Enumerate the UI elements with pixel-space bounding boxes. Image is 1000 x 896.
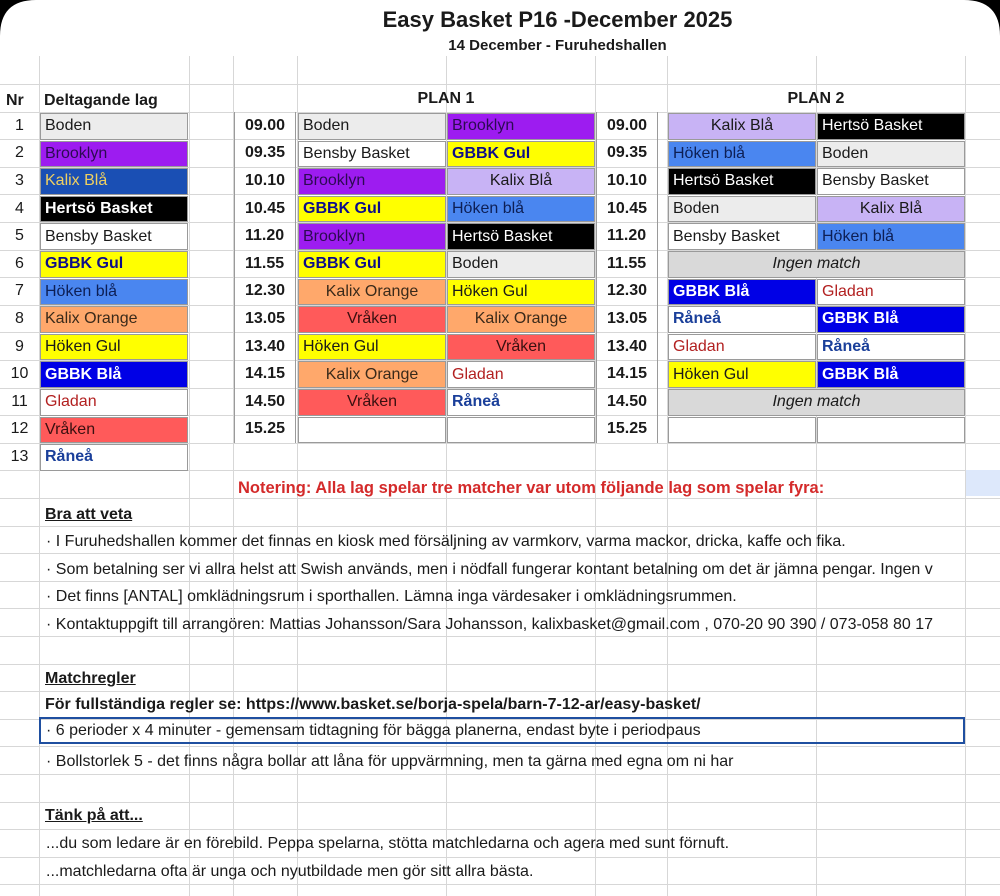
time-cell[interactable]: 11.55	[596, 250, 658, 278]
think-heading[interactable]: Tänk på att...	[45, 807, 143, 824]
time-cell[interactable]: 09.35	[234, 140, 296, 168]
match-home-team[interactable]: Brooklyn	[298, 223, 446, 250]
match-home-team[interactable]: GBBK Gul	[298, 251, 446, 278]
match-home-team[interactable]: GBBK Gul	[298, 196, 446, 223]
think-line[interactable]: ...matchledarna ofta är unga och nyutbildade men gör sitt allra bästa.	[46, 863, 534, 880]
match-home-team[interactable]: Höken Gul	[298, 334, 446, 361]
match-away-team[interactable]	[817, 417, 965, 444]
grid-row-line	[0, 802, 1000, 803]
match-home-team[interactable]: Bensby Basket	[298, 141, 446, 168]
team-name-cell[interactable]: Boden	[40, 113, 188, 140]
think-line[interactable]: ...du som ledare är en förebild. Peppa spelarna, stötta matchledarna och agera med sunt förnuft.	[46, 835, 730, 852]
note-text[interactable]: Notering: Alla lag spelar tre matcher var utom följande lag som spelar fyra:	[238, 478, 825, 497]
sheet-title[interactable]: Easy Basket P16 -December 2025	[382, 7, 733, 32]
team-number[interactable]: 9	[15, 337, 24, 355]
sheet-subtitle[interactable]: 14 December - Furuhedshallen	[448, 36, 667, 54]
match-home-team[interactable]: Höken Gul	[668, 361, 816, 388]
match-away-team[interactable]: Bensby Basket	[817, 168, 965, 195]
team-number[interactable]: 1	[15, 116, 24, 134]
match-away-team[interactable]: Gladan	[447, 361, 595, 388]
team-name-cell[interactable]: Kalix Blå	[40, 168, 188, 195]
match-home-team[interactable]: Kalix Blå	[668, 113, 816, 140]
team-name-cell[interactable]: Höken blå	[40, 279, 188, 306]
match-home-team[interactable]: Boden	[668, 196, 816, 223]
info-line[interactable]: · Som betalning ser vi allra helst att Swish används, men i nödfall fungerar kontant betalning om det är jämna pengar. Ingen v	[46, 560, 933, 578]
grid-row-line	[0, 664, 1000, 665]
no-match-cell[interactable]: Ingen match	[668, 389, 965, 416]
time-cell[interactable]: 11.20	[234, 222, 296, 250]
team-number[interactable]: 12	[10, 420, 29, 438]
header-deltagande-lag[interactable]: Deltagande lag	[44, 92, 158, 109]
time-cell[interactable]: 12.30	[234, 278, 296, 306]
time-cell[interactable]: 11.55	[234, 250, 296, 278]
grid-row-line	[0, 84, 1000, 85]
match-away-team[interactable]: Kalix Blå	[447, 168, 595, 195]
team-number[interactable]: 3	[15, 171, 24, 189]
grid-row-line	[0, 829, 1000, 830]
match-away-team[interactable]: Boden	[447, 251, 595, 278]
match-home-team[interactable]: Bensby Basket	[668, 223, 816, 250]
time-cell[interactable]: 14.50	[596, 388, 658, 416]
grid-row-line	[0, 774, 1000, 775]
team-number[interactable]: 13	[10, 447, 29, 465]
match-away-team[interactable]: GBBK Blå	[817, 306, 965, 333]
info-heading[interactable]: Bra att veta	[45, 506, 133, 523]
match-away-team[interactable]: Råneå	[447, 389, 595, 416]
team-number[interactable]: 7	[15, 282, 24, 300]
time-cell[interactable]: 14.50	[234, 388, 296, 416]
match-away-team[interactable]: Boden	[817, 141, 965, 168]
match-home-team[interactable]: Boden	[298, 113, 446, 140]
header-plan-2[interactable]: PLAN 2	[787, 90, 845, 107]
time-cell[interactable]: 15.25	[234, 416, 296, 444]
team-number[interactable]: 11	[11, 392, 28, 410]
match-away-team[interactable]: Kalix Orange	[447, 306, 595, 333]
rules-link-line[interactable]: För fullständiga regler se: https://www.basket.se/borja-spela/barn-7-12-ar/easy-basket/	[45, 696, 701, 713]
match-home-team[interactable]: Brooklyn	[298, 168, 446, 195]
rule-line[interactable]: · Bollstorlek 5 - det finns några bollar att låna för uppvärmning, men ta gärna med egna om ni har	[46, 753, 734, 770]
match-away-team[interactable]: Vråken	[447, 334, 595, 361]
team-name-cell[interactable]: Hertsö Basket	[40, 196, 188, 223]
team-number[interactable]: 10	[10, 365, 29, 383]
time-cell[interactable]: 10.10	[596, 167, 658, 195]
grid-row-line	[0, 884, 1000, 885]
match-away-team[interactable]: Höken blå	[447, 196, 595, 223]
team-number[interactable]: 8	[15, 309, 24, 327]
team-number[interactable]: 4	[15, 199, 24, 217]
match-home-team[interactable]: Råneå	[668, 306, 816, 333]
match-away-team[interactable]	[447, 417, 595, 444]
time-cell[interactable]: 13.05	[234, 305, 296, 333]
rules-heading[interactable]: Matchregler	[45, 670, 136, 687]
time-cell[interactable]: 11.20	[596, 222, 658, 250]
team-name-cell[interactable]: GBBK Gul	[40, 251, 188, 278]
time-cell[interactable]: 13.05	[596, 305, 658, 333]
grid-row-line	[0, 857, 1000, 858]
time-cell[interactable]: 13.40	[234, 333, 296, 361]
match-home-team[interactable]: Hertsö Basket	[668, 168, 816, 195]
info-line[interactable]: · Det finns [ANTAL] omklädningsrum i sporthallen. Lämna inga värdesaker i omklädningsrummen.	[46, 588, 737, 606]
rule-line[interactable]: · 6 perioder x 4 minuter - gemensam tidtagning för bägga planerna, endast byte i periodpaus	[46, 722, 701, 739]
match-away-team[interactable]: Brooklyn	[447, 113, 595, 140]
match-home-team[interactable]	[298, 417, 446, 444]
match-home-team[interactable]: Kalix Orange	[298, 279, 446, 306]
team-number[interactable]: 2	[15, 144, 24, 162]
team-name-cell[interactable]: GBBK Blå	[40, 361, 188, 388]
time-cell[interactable]: 13.40	[596, 333, 658, 361]
time-cell[interactable]: 10.10	[234, 167, 296, 195]
match-away-team[interactable]: GBBK Blå	[817, 361, 965, 388]
info-line[interactable]: · Kontaktuppgift till arrangören: Mattias Johansson/Sara Johansson, kalixbasket@gmail.com , 070-20 90 390 / 073-058 80 17	[46, 615, 933, 633]
time-cell[interactable]: 15.25	[596, 416, 658, 444]
match-home-team[interactable]: Gladan	[668, 334, 816, 361]
no-match-cell[interactable]: Ingen match	[668, 251, 965, 278]
match-home-team[interactable]	[668, 417, 816, 444]
team-name-cell[interactable]: Råneå	[40, 444, 188, 471]
info-line[interactable]: · I Furuhedshallen kommer det finnas en kiosk med försäljning av varmkorv, varma mackor, dricka, kaffe och fika.	[46, 533, 846, 550]
header-plan-1[interactable]: PLAN 1	[417, 90, 475, 107]
time-cell[interactable]: 14.15	[596, 360, 658, 388]
team-name-cell[interactable]: Vråken	[40, 417, 188, 444]
team-number[interactable]: 5	[15, 227, 24, 245]
match-away-team[interactable]: Råneå	[817, 334, 965, 361]
grid-row-line	[0, 526, 1000, 527]
match-away-team[interactable]: Gladan	[817, 279, 965, 306]
match-home-team[interactable]: GBBK Blå	[668, 279, 816, 306]
time-cell[interactable]: 10.45	[596, 195, 658, 223]
note-adjacent-cell[interactable]	[966, 470, 1000, 496]
grid-row-line	[0, 691, 1000, 692]
time-cell[interactable]: 09.00	[596, 112, 658, 140]
team-number[interactable]: 6	[15, 254, 24, 272]
match-away-team[interactable]: Hertsö Basket	[447, 223, 595, 250]
time-cell[interactable]: 14.15	[234, 360, 296, 388]
match-home-team[interactable]: Vråken	[298, 389, 446, 416]
time-cell[interactable]: 09.00	[234, 112, 296, 140]
team-name-cell[interactable]: Brooklyn	[40, 141, 188, 168]
team-name-cell[interactable]: Höken Gul	[40, 334, 188, 361]
match-away-team[interactable]: Höken Gul	[447, 279, 595, 306]
match-away-team[interactable]: Kalix Blå	[817, 196, 965, 223]
match-home-team[interactable]: Vråken	[298, 306, 446, 333]
team-name-cell[interactable]: Kalix Orange	[40, 306, 188, 333]
time-cell[interactable]: 10.45	[234, 195, 296, 223]
match-away-team[interactable]: Höken blå	[817, 223, 965, 250]
match-away-team[interactable]: GBBK Gul	[447, 141, 595, 168]
team-name-cell[interactable]: Gladan	[40, 389, 188, 416]
header-nr[interactable]: Nr	[6, 92, 24, 109]
time-cell[interactable]: 09.35	[596, 140, 658, 168]
team-name-cell[interactable]: Bensby Basket	[40, 223, 188, 250]
match-home-team[interactable]: Höken blå	[668, 141, 816, 168]
match-away-team[interactable]: Hertsö Basket	[817, 113, 965, 140]
time-cell[interactable]: 12.30	[596, 278, 658, 306]
match-home-team[interactable]: Kalix Orange	[298, 361, 446, 388]
grid-row-line	[0, 746, 1000, 747]
